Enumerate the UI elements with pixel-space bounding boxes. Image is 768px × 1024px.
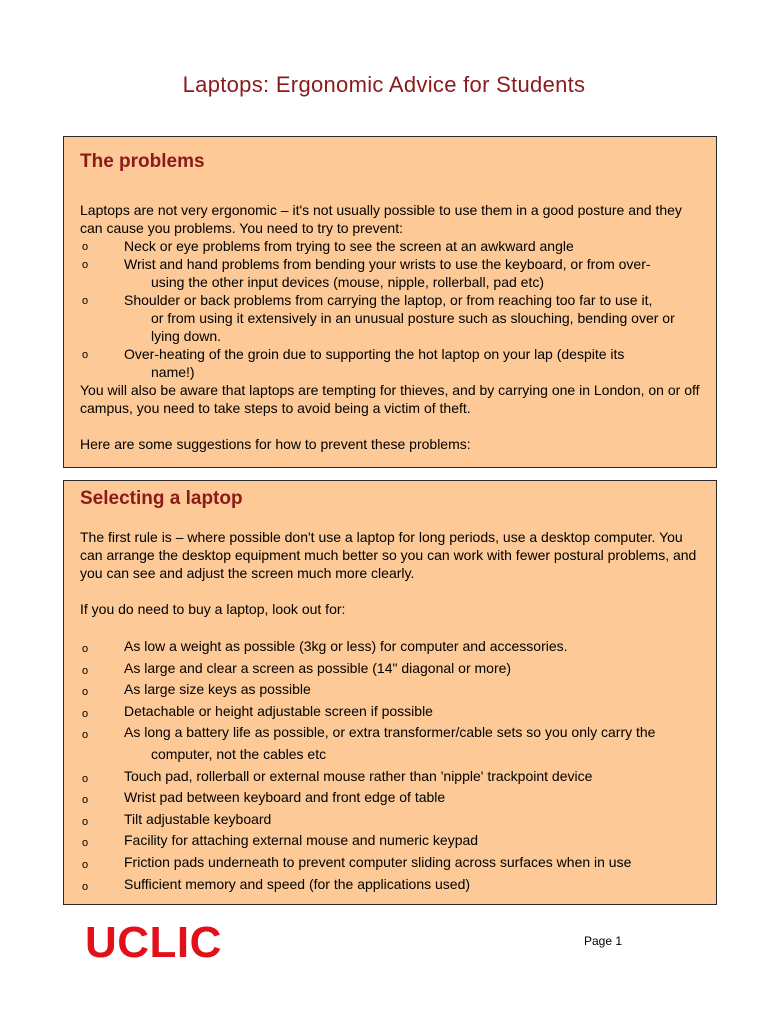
- selecting-list: [80, 636, 700, 895]
- bullet-marker: o: [82, 815, 89, 828]
- bullet-marker: o: [82, 643, 89, 655]
- bullet-marker: o: [82, 880, 89, 893]
- bullet-marker: o: [82, 295, 89, 307]
- list-item-text: Touch pad, rollerball or external mouse rather than 'nipple' trackpoint device: [124, 767, 593, 784]
- list-item: [80, 255, 700, 291]
- document-title: Laptops: Ergonomic Advice for Students: [182, 72, 586, 97]
- problems-intro: Laptops are not very ergonomic – it's not usually possible to use them in a good posture and they can cause you problems. You need to try to prevent:: [80, 202, 682, 236]
- problems-list: [80, 237, 700, 381]
- bullet-marker: o: [82, 729, 89, 742]
- list-item: [80, 291, 700, 345]
- problems-after: You will also be aware that laptops are tempting for thieves, and by carrying one in London, on or off campus, you need to take steps to avoid being a victim of theft.: [80, 382, 700, 416]
- list-item-continuation: using the other input devices (mouse, nipple, rollerball, pad etc): [151, 274, 544, 290]
- bullet-marker: o: [82, 241, 89, 253]
- selecting-panel: [63, 480, 717, 905]
- list-item: [80, 658, 700, 680]
- list-item-text: Facility for attaching external mouse and numeric keypad: [124, 832, 479, 849]
- list-item-text: Tilt adjustable keyboard: [124, 810, 272, 827]
- list-item-continuation: or from using it extensively in an unusual posture such as slouching, bending over or lying down.: [151, 310, 675, 344]
- bullet-marker: o: [82, 686, 89, 699]
- list-item-text: Friction pads underneath to prevent computer sliding across surfaces when in use: [124, 853, 632, 870]
- bullet-marker: o: [82, 837, 89, 850]
- selecting-heading: Selecting a laptop: [80, 488, 243, 509]
- list-item: [80, 701, 700, 723]
- list-item: [80, 787, 700, 809]
- list-item: [80, 874, 700, 896]
- bullet-marker: o: [82, 794, 89, 807]
- selecting-lead: If you do need to buy a laptop, look out for:: [80, 601, 346, 617]
- bullet-marker: o: [82, 707, 89, 720]
- spacer: [80, 618, 700, 636]
- list-item-continuation: name!): [151, 364, 195, 380]
- list-item: [80, 852, 700, 874]
- spacer: [80, 582, 700, 600]
- spacer: [80, 417, 700, 435]
- list-item: [80, 679, 700, 701]
- uclic-logo: UCLIC: [85, 918, 222, 967]
- problems-panel: [63, 136, 717, 468]
- list-item: [80, 722, 700, 765]
- list-item-text: Neck or eye problems from trying to see the screen at an awkward angle: [124, 238, 574, 254]
- bullet-marker: o: [82, 349, 89, 361]
- list-item-text: As large and clear a screen as possible (14" diagonal or more): [124, 659, 512, 676]
- list-item-text: As large size keys as possible: [124, 681, 311, 698]
- list-item-text: As long a battery life as possible, or extra transformer/cable sets so you only carry the: [124, 724, 656, 741]
- list-item: [80, 766, 700, 788]
- bullet-marker: o: [82, 858, 89, 871]
- list-item-text: As low a weight as possible (3kg or less) for computer and accessories.: [124, 638, 568, 654]
- list-item-text: Over-heating of the groin due to supporting the hot laptop on your lap (despite its: [124, 346, 625, 362]
- page-number: Page 1: [584, 934, 623, 948]
- list-item-text: Shoulder or back problems from carrying the laptop, or from reaching too far to use it,: [124, 292, 653, 308]
- list-item-text: Wrist pad between keyboard and front edge of table: [124, 789, 446, 806]
- list-item-text: Sufficient memory and speed (for the applications used): [124, 875, 471, 892]
- bullet-marker: o: [82, 772, 89, 785]
- list-item: [80, 636, 700, 658]
- list-item-text: Detachable or height adjustable screen if possible: [124, 702, 433, 719]
- list-item-continuation: computer, not the cables etc: [151, 745, 327, 762]
- list-item: [80, 345, 700, 381]
- problems-heading: The problems: [80, 151, 205, 172]
- list-item: [80, 809, 700, 831]
- list-item: [80, 830, 700, 852]
- bullet-marker: o: [82, 664, 89, 677]
- selecting-intro: The first rule is – where possible don't use a laptop for long periods, use a desktop computer. You can arrange the desktop equipment much better so you can work with fewer postural problems, and you can see and adjust the screen much more clearly.: [80, 529, 697, 581]
- list-item: [80, 237, 700, 255]
- bullet-marker: o: [82, 259, 89, 271]
- list-item-text: Wrist and hand problems from bending your wrists to use the keyboard, or from over-: [124, 256, 651, 272]
- problems-closing: Here are some suggestions for how to prevent these problems:: [80, 436, 471, 452]
